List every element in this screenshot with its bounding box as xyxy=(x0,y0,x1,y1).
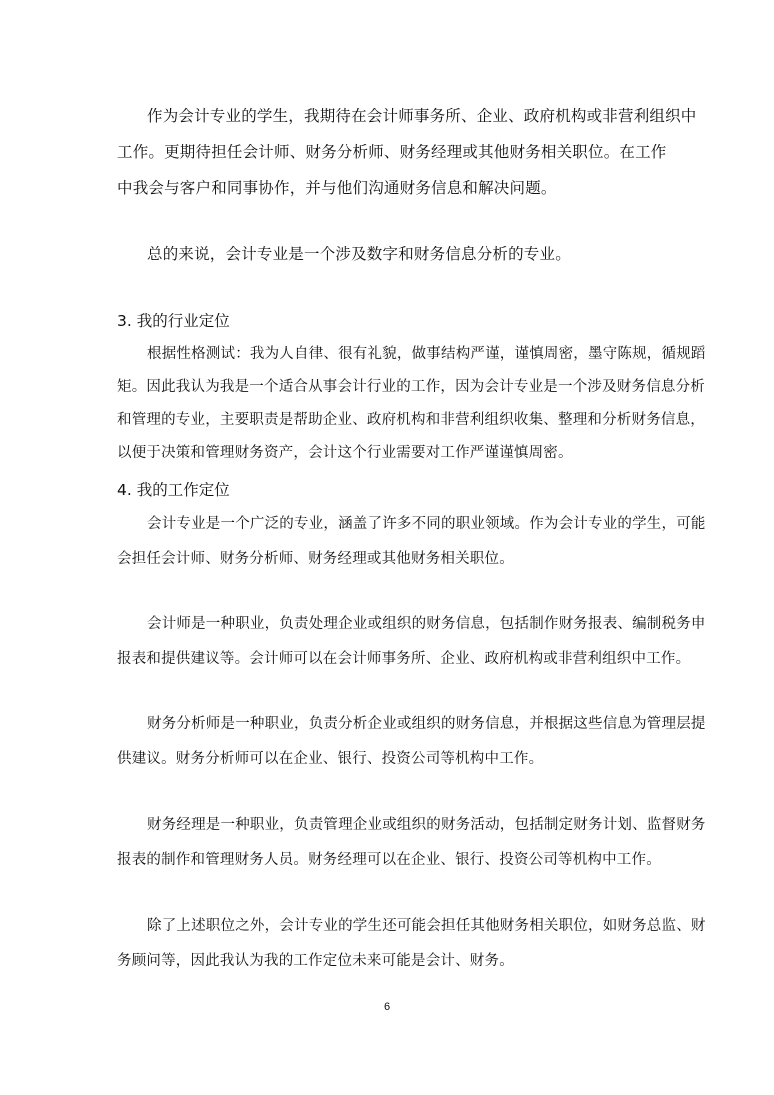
paragraph-1-line-3: 中我会与客户和同事协作，并与他们沟通财务信息和解决问题。 xyxy=(117,179,557,197)
paragraph-7-line-1: 财务经理是一种职业，负责管理企业或组织的财务活动，包括制定财务计划、监督财务 xyxy=(147,817,706,833)
paragraph-8-line-1: 除了上述职位之外，会计专业的学生还可能会担任其他财务相关职位，如财务总监、财 xyxy=(147,918,706,934)
paragraph-5-line-1: 会计师是一种职业，负责处理企业或组织的财务信息，包括制作财务报表、编制税务申 xyxy=(147,616,706,632)
paragraph-1-line-2: 工作。更期待担任会计师、财务分析师、财务经理或其他财务相关职位。在工作 xyxy=(117,143,667,161)
page-number: 6 xyxy=(383,1001,391,1013)
paragraph-4-line-2: 会担任会计师、财务分析师、财务经理或其他财务相关职位。 xyxy=(117,551,514,567)
paragraph-3-line-2: 矩。因此我认为我是一个适合从事会计行业的工作，因为会计专业是一个涉及财务信息分析 xyxy=(117,379,705,395)
paragraph-7-line-2: 报表的制作和管理财务人员。财务经理可以在企业、银行、投资公司等机构中工作。 xyxy=(117,852,661,868)
paragraph-3-line-1: 根据性格测试：我为人自律、很有礼貌，做事结构严谨，谨慎周密，墨守陈规，循规蹈 xyxy=(147,346,706,362)
paragraph-3-line-4: 以便于决策和管理财务资产，会计这个行业需要对工作严谨谨慎周密。 xyxy=(117,445,573,461)
paragraph-8-line-2: 务顾问等，因此我认为我的工作定位未来可能是会计、财务。 xyxy=(117,953,514,969)
paragraph-2-line-1: 总的来说，会计专业是一个涉及数字和财务信息分析的专业。 xyxy=(147,245,571,263)
paragraph-6-line-1: 财务分析师是一种职业，负责分析企业或组织的财务信息，并根据这些信息为管理层提 xyxy=(147,716,706,732)
paragraph-5-line-2: 报表和提供建议等。会计师可以在会计师事务所、企业、政府机构或非营利组织中工作。 xyxy=(117,651,691,667)
paragraph-3-line-3: 和管理的专业，主要职责是帮助企业、政府机构和非营利组织收集、整理和分析财务信息， xyxy=(117,412,705,428)
paragraph-4-line-1: 会计专业是一个广泛的专业，涵盖了许多不同的职业领域。作为会计专业的学生，可能 xyxy=(147,516,706,532)
paragraph-6-line-2: 供建议。财务分析师可以在企业、银行、投资公司等机构中工作。 xyxy=(117,751,544,767)
section-heading-4: 4. 我的工作定位 xyxy=(117,481,230,499)
paragraph-1-line-1: 作为会计专业的学生，我期待在会计师事务所、企业、政府机构或非营利组织中 xyxy=(147,107,697,125)
section-heading-3: 3. 我的行业定位 xyxy=(117,312,230,330)
